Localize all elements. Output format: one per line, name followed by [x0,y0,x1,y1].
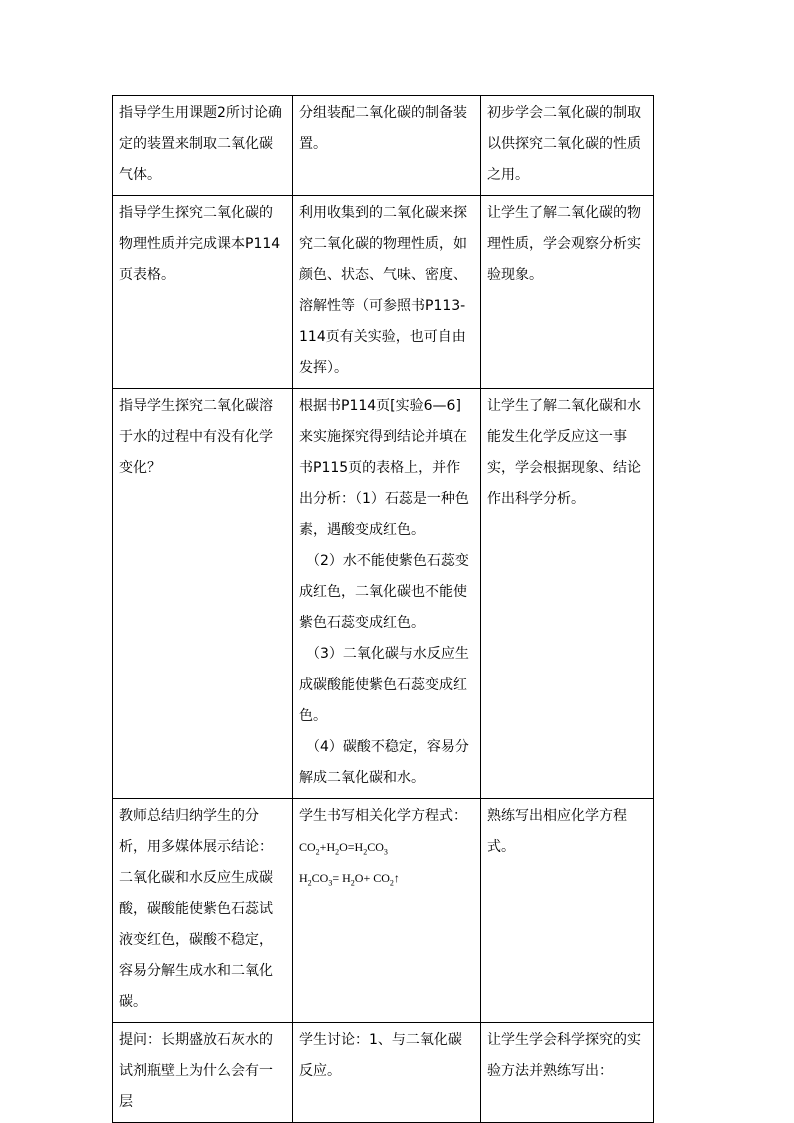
teacher-activity-cell: 指导学生用课题2所讨论确定的装置来制取二氧化碳气体。 [113,96,293,196]
table-row [113,389,654,799]
lesson-plan-table [112,95,654,1123]
chemical-equation: $CO_2+H_2O=H_2CO_3$ [299,840,388,857]
analysis-point: （4）碳酸不稳定，容易分解成二氧化碳和水。 [299,739,469,786]
table-row [113,1023,654,1123]
table-row [113,96,654,196]
design-intent-cell: 熟练写出相应化学方程式。 [481,799,654,1023]
teacher-activity-cell: 指导学生探究二氧化碳的物理性质并完成课本P114页表格。 [113,196,293,389]
table-row [113,196,654,389]
equation-intro: 学生书写相关化学方程式： [299,808,467,824]
teacher-activity-cell: 提问：长期盛放石灰水的试剂瓶壁上为什么会有一层 [113,1023,293,1123]
student-activity-cell: 分组装配二氧化碳的制备装置。 [293,96,481,196]
student-activity-cell: 利用收集到的二氧化碳来探究二氧化碳的物理性质，如颜色、状态、气味、密度、溶解性等（可参照书P113-114页有关实验，也可自由发挥）。 [293,196,481,389]
student-activity-cell [293,799,481,1023]
analysis-point: （3）二氧化碳与水反应生成碳酸能使紫色石蕊变成红色。 [299,646,469,724]
teacher-activity-cell: 教师总结归纳学生的分析，用多媒体展示结论：二氧化碳和水反应生成碳酸，碳酸能使紫色石蕊试液变红色，碳酸不稳定，容易分解生成水和二氧化碳。 [113,799,293,1023]
analysis-point: （2）水不能使紫色石蕊变成红色，二氧化碳也不能使紫色石蕊变成红色。 [299,553,469,631]
design-intent-cell: 让学生了解二氧化碳的物理性质，学会观察分析实验现象。 [481,196,654,389]
design-intent-cell: 让学生学会科学探究的实验方法并熟练写出： [481,1023,654,1123]
table-row [113,799,654,1023]
design-intent-cell: 让学生了解二氧化碳和水能发生化学反应这一事实，学会根据现象、结论作出科学分析。 [481,389,654,799]
chemical-equation: $H_2CO_3= H_2O+$ $CO_2↑$ [299,871,400,888]
design-intent-cell: 初步学会二氧化碳的制取以供探究二氧化碳的性质之用。 [481,96,654,196]
teacher-activity-cell: 指导学生探究二氧化碳溶于水的过程中有没有化学变化？ [113,389,293,799]
experiment-intro: 根据书P114页[实验6—6]来实施探究得到结论并填在书P115页的表格上，并作出分析：（1）石蕊是一种色素，遇酸变成红色。 [299,398,469,538]
student-activity-cell [293,389,481,799]
student-activity-cell: 学生讨论：1、与二氧化碳反应。 [293,1023,481,1123]
